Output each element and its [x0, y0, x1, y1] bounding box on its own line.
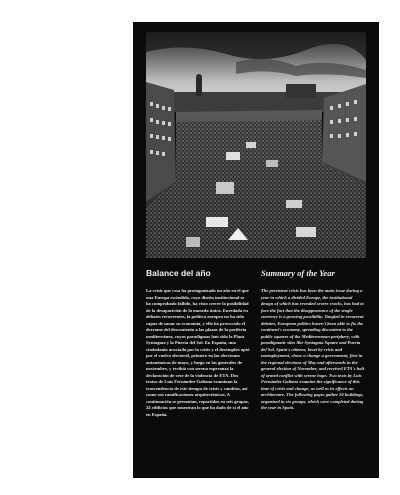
left-building — [146, 82, 176, 202]
english-heading: Summary of the Year — [261, 268, 335, 278]
spanish-column — [146, 268, 250, 418]
text-columns — [146, 268, 366, 468]
spanish-body: La crisis que cesa ha protagonizado un año en el que una Europa escindida, cuyo diseño institucional se ha comprobado fallido, ha visto crecer la posibilidad de la desaparición de la moneda única. Enredada en debates recurrentes, la política europea no ha sido capaz de sanar su economía, y ello ha provocado el derrame del descontento a las plazas de la periferia mediterránea, cuyos paradigmas han sido la Plaza Syntagma y la Puerta del Sol. En España, una ciudadanía acuciada por la crisis y el desempleo optó por el vuelco electoral, primero en las elecciones autonómicas de mayo, y luego en las generales de noviembre, y recibió con serena esperanza la declaración de cese de la violencia de ETA. Dos textos de Luis Fernández-Galiano examinan la trascendencia de este tiempo de crisis y cambios, así como sus ramificaciones arquitectónicas. A continuación se presentan, repartidos en seis grupos, 24 edificios que muestran lo que ha dado de sí el año en España. — [146, 288, 250, 417]
english-column — [261, 268, 365, 412]
dark-panel — [133, 22, 379, 478]
english-body: The persistent crisis has been the main issue during a year in which a divided Europe, the institutional design of which has revealed severe cracks, has had to face the fact that the disappearance of the single currency is a growing possibility. Tangled in recurrent debates, European politics haven't been able to fix the continent's economy, spreading discontent to the public squares of the Mediterranean periphery, with paradigmatic sites like Syntagma Square and Puerta del Sol. Spain's citizens, beset by crisis and unemployment, chose a change a government, first in the regional elections of May and afterwards in the general election of November, and received ETA's halt of armed conflict with serene hope. Two texts by Luis Fernández-Galiano examine the significance of this time of crisis and change, as well as its effects on architecture. The following pages gather 24 buildings, organized in six groups, which were completed during the year in Spain. — [261, 288, 365, 410]
tent — [226, 152, 240, 160]
crowd-photo — [146, 32, 366, 258]
spanish-heading: Balance del año — [146, 268, 211, 278]
puerta-del-sol-photo-illustration — [146, 32, 366, 258]
